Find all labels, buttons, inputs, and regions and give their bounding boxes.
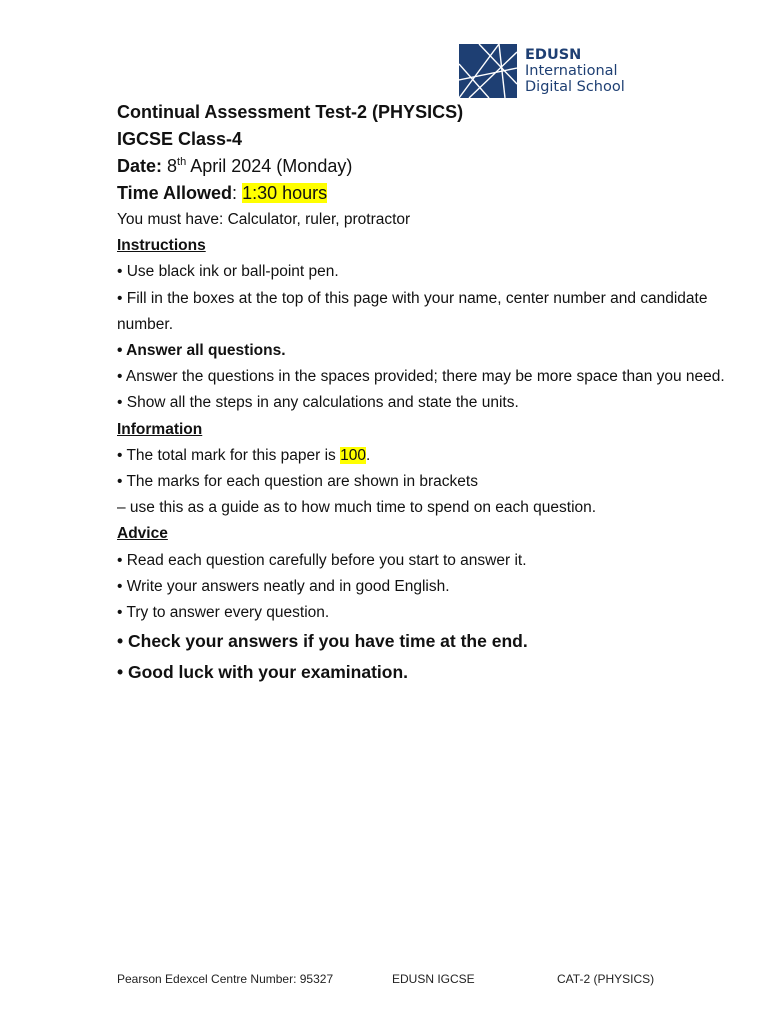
exam-date bbox=[117, 153, 737, 180]
page-footer bbox=[0, 972, 768, 990]
instruction-item: • Answer the questions in the spaces provided; there may be more space than you need. bbox=[117, 368, 725, 386]
instruction-item: • Fill in the boxes at the top of this page with your name, center number and candidate number. bbox=[117, 289, 708, 333]
advice-item: • Read each question carefully before you start to answer it. bbox=[117, 551, 527, 569]
advice-item: • Write your answers neatly and in good English. bbox=[117, 577, 450, 595]
total-suffix: . bbox=[365, 446, 371, 464]
information-item: • The marks for each question are shown in brackets bbox=[117, 473, 478, 491]
footer-paper: CAT-2 (PHYSICS) bbox=[557, 972, 655, 986]
advice-heading: Advice bbox=[117, 525, 168, 543]
instruction-item: • Show all the steps in any calculations and state the units. bbox=[117, 394, 519, 412]
logo-line-2: International bbox=[525, 63, 618, 79]
information-heading: Information bbox=[117, 420, 203, 438]
footer-school: EDUSN IGCSE bbox=[392, 972, 475, 986]
instruction-item: • Answer all questions. bbox=[117, 342, 286, 360]
logo-wordmark bbox=[525, 47, 625, 95]
information-total-mark bbox=[117, 443, 737, 469]
logo-emblem-icon bbox=[459, 44, 517, 98]
date-rest: April 2024 (Monday) bbox=[190, 156, 353, 176]
time-allowed bbox=[117, 180, 737, 207]
date-label: Date: bbox=[117, 156, 163, 176]
time-value: 1:30 hours bbox=[242, 183, 328, 203]
footer-centre-number: Pearson Edexcel Centre Number: 95327 bbox=[117, 972, 334, 986]
time-label: Time Allowed bbox=[117, 183, 233, 203]
advice-final-item: • Good luck with your examination. bbox=[117, 662, 409, 683]
instructions-heading: Instructions bbox=[117, 237, 206, 255]
logo-line-3: Digital School bbox=[525, 79, 625, 95]
exam-cover-content bbox=[117, 99, 737, 688]
exam-title: Continual Assessment Test-2 (PHYSICS) bbox=[117, 102, 464, 122]
logo-line-1: EDUSN bbox=[525, 47, 582, 63]
advice-item: • Try to answer every question. bbox=[117, 604, 330, 622]
date-day: 8 bbox=[167, 156, 178, 176]
total-mark-value: 100 bbox=[340, 446, 366, 464]
time-separator: : bbox=[232, 183, 238, 203]
date-suffix: th bbox=[177, 156, 187, 168]
school-logo bbox=[459, 42, 649, 100]
instruction-item: • Use black ink or ball-point pen. bbox=[117, 263, 339, 281]
exam-class: IGCSE Class-4 bbox=[117, 129, 243, 149]
advice-final-item: • Check your answers if you have time at the end. bbox=[117, 631, 528, 652]
information-item: – use this as a guide as to how much time to spend on each question. bbox=[117, 499, 597, 517]
you-must-have: You must have: Calculator, ruler, protractor bbox=[117, 211, 411, 228]
total-prefix: • The total mark for this paper is bbox=[117, 446, 341, 464]
